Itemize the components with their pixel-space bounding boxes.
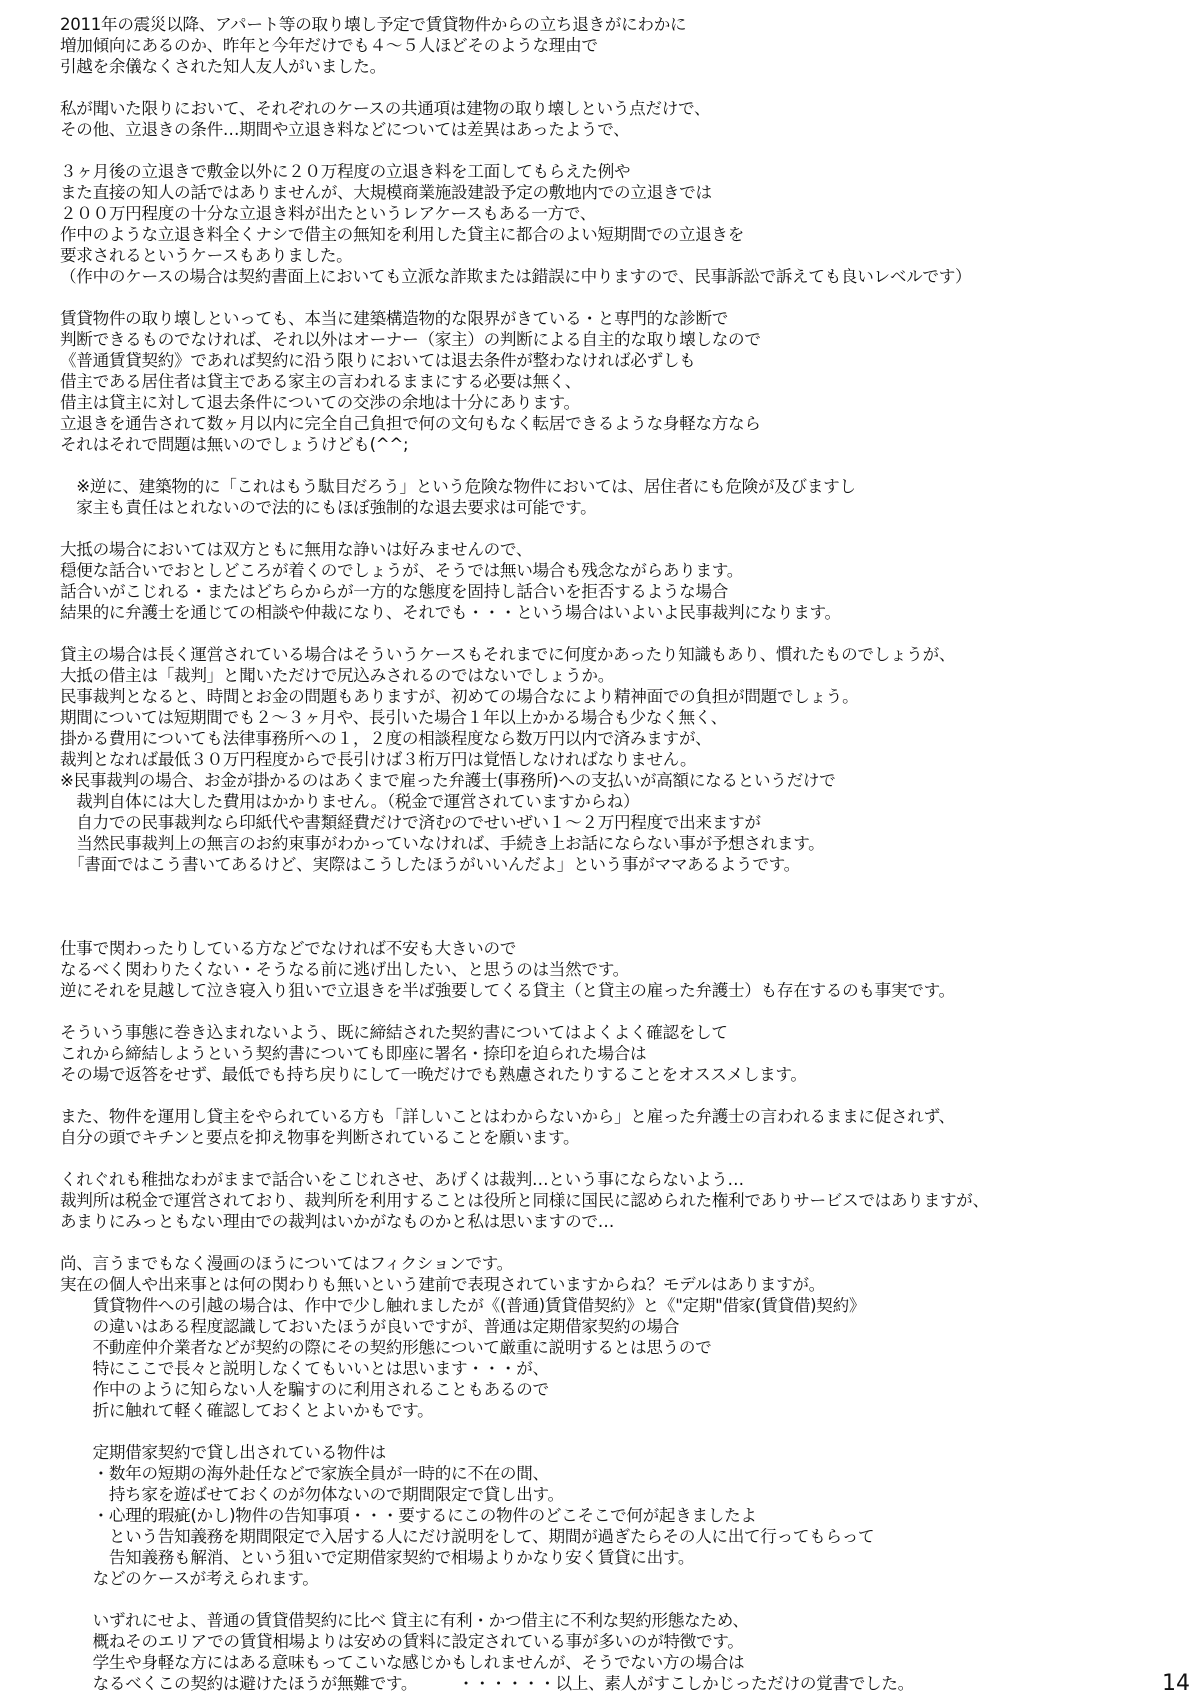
text-line: いずれにせよ、普通の賃貸借契約に比べ 貸主に有利・かつ借主に不利な契約形態なため、 xyxy=(60,1611,749,1630)
text-line: くれぐれも稚拙なわがままで話合いをこじれさせ、あげくは裁判…という事にならないよう… xyxy=(60,1170,744,1189)
text-line: 掛かる費用についても法律事務所への１，２度の相談程度なら数万円以内で済みますが、 xyxy=(60,729,712,748)
text-line: という告知義務を期間限定で入居する人にだけ説明をして、期間が過ぎたらその人に出て行ってもらって xyxy=(60,1527,875,1546)
text-line: 「書面ではこう書いてあるけど、実際はこうしたほうがいいんだよ」という事がママあるようです。 xyxy=(60,855,800,874)
text-line: また直接の知人の話ではありませんが、大規模商業施設建設予定の敷地内での立退きでは xyxy=(60,183,712,202)
text-line: の違いはある程度認識しておいたほうが良いですが、普通は定期借家契約の場合 xyxy=(60,1317,680,1336)
text-line: なるべくこの契約は避けたほうが無難です。 ・・・・・・以上、素人がすこしかじっただけの覚書でした。 xyxy=(60,1674,914,1693)
text-line: あまりにみっともない理由での裁判はいかがなものかと私は思いますので… xyxy=(60,1212,614,1231)
blank-line xyxy=(60,917,1140,938)
text-line: そういう事態に巻き込まれないよう、既に締結された契約書についてはよくよく確認をして xyxy=(60,1023,728,1042)
text-line: 借主である居住者は貸主である家主の言われるままにする必要は無く、 xyxy=(60,372,582,391)
text-line: ※民事裁判の場合、お金が掛かるのはあくまで雇った弁護士(事務所)への支払いが高額になるというだけで xyxy=(60,771,836,790)
text-line: 期間については短期間でも２～３ヶ月や、長引いた場合１年以上かかる場合も少なく無く、 xyxy=(60,708,728,727)
text-line: 裁判となれば最低３０万円程度からで長引けば３桁万円は覚悟しなければなりません。 xyxy=(60,750,697,769)
blank-line xyxy=(60,455,1140,476)
text-line: 判断できるものでなければ、それ以外はオーナー（家主）の判断による自主的な取り壊しなので xyxy=(60,330,761,349)
text-line: 大抵の借主は「裁判」と聞いただけで尻込みされるのではないでしょうか。 xyxy=(60,666,614,685)
text-line: 定期借家契約で貸し出されている物件は xyxy=(60,1443,386,1462)
text-line: 2011年の震災以降、アパート等の取り壊し予定で賃貸物件からの立ち退きがにわかに xyxy=(60,15,687,34)
text-line: 不動産仲介業者などが契約の際にその契約形態について厳重に説明するとは思うので xyxy=(60,1338,712,1357)
text-line: ※逆に、建築物的に「これはもう駄目だろう」という危険な物件においては、居住者にも危険が及びますし xyxy=(60,477,856,496)
text-line: 逆にそれを見越して泣き寝入り狙いで立退きを半ば強要してくる貸主（と貸主の雇った弁護士）も存在するのも事実です。 xyxy=(60,981,955,1000)
text-line: 賃貸物件への引越の場合は、作中で少し触れましたが《(普通)賃貸借契約》と《"定期"借家(賃貸借)契約》 xyxy=(60,1296,866,1315)
body-text xyxy=(60,14,1140,1694)
text-line: 増加傾向にあるのか、昨年と今年だけでも４～５人ほどそのような理由で xyxy=(60,36,598,55)
text-line: 自分の頭でキチンと要点を抑え物事を判断されていることを願います。 xyxy=(60,1128,580,1147)
text-line: 結果的に弁護士を通じての相談や仲裁になり、それでも・・・という場合はいよいよ民事裁判になります。 xyxy=(60,603,841,622)
text-line: 学生や身軽な方にはある意味もってこいな感じかもしれませんが、そうでない方の場合は xyxy=(60,1653,745,1672)
text-line: 折に触れて軽く確認しておくとよいかもです。 xyxy=(60,1401,434,1420)
text-line: 自力での民事裁判なら印紙代や書類経費だけで済むのでせいぜい１～２万円程度で出来ますが xyxy=(60,813,761,832)
text-line: （作中のケースの場合は契約書面上においても立派な詐欺または錯誤に中りますので、民事訴訟で訴えても良いレベルです） xyxy=(60,267,972,286)
text-line: 作中のような立退き料全くナシで借主の無知を利用した貸主に都合のよい短期間での立退きを xyxy=(60,225,745,244)
text-line: その場で返答をせず、最低でも持ち戻りにして一晩だけでも熟慮されたりすることをオススメします。 xyxy=(60,1065,807,1084)
text-line: 告知義務も解消、という狙いで定期借家契約で相場よりかなり安く賃貸に出す。 xyxy=(60,1548,695,1567)
blank-line xyxy=(60,623,1140,644)
text-line: 裁判自体には大した費用はかかりません。（税金で運営されていますからね） xyxy=(60,792,640,811)
text-line: ・心理的瑕疵(かし)物件の告知事項・・・要するにこの物件のどこそこで何が起きましたよ xyxy=(60,1506,757,1525)
text-line: 要求されるというケースもありました。 xyxy=(60,246,353,265)
text-line: 立退きを通告されて数ヶ月以内に完全自己負担で何の文句もなく転居できるような身軽な方なら xyxy=(60,414,761,433)
page-number: 14 xyxy=(1162,1671,1190,1696)
text-line: 作中のように知らない人を騙すのに利用されることもあるので xyxy=(60,1380,549,1399)
text-line: 特にここで長々と説明しなくてもいいとは思います・・・が、 xyxy=(60,1359,549,1378)
text-line: 話合いがこじれる・またはどちらからが一方的な態度を固持し話合いを拒否するような場合 xyxy=(60,582,729,601)
text-line: 当然民事裁判上の無言のお約束事がわかっていなければ、手続き上お話にならない事が予想されます。 xyxy=(60,834,825,853)
blank-line xyxy=(60,1589,1140,1610)
text-line: また、物件を運用し貸主をやられている方も「詳しいことはわからないから」と雇った弁護士の言われるままに促されず、 xyxy=(60,1107,955,1126)
blank-line xyxy=(60,518,1140,539)
blank-line xyxy=(60,875,1140,896)
text-line: 引越を余儀なくされた知人友人がいました。 xyxy=(60,57,386,76)
text-line: 借主は貸主に対して退去条件についての交渉の余地は十分にあります。 xyxy=(60,393,580,412)
text-line: ２００万円程度の十分な立退き料が出たというレアケースもある一方で、 xyxy=(60,204,597,223)
text-line: 貸主の場合は長く運営されている場合はそういうケースもそれまでに何度かあったり知識もあり、慣れたものでしょうが、 xyxy=(60,645,956,664)
text-line: それはそれで問題は無いのでしょうけども(^^; xyxy=(60,435,409,454)
text-line: 概ねそのエリアでの賃貸相場よりは安めの賃料に設定されている事が多いのが特徴です。 xyxy=(60,1632,744,1651)
text-line: 賃貸物件の取り壊しといっても、本当に建築構造物的な限界がきている・と専門的な診断で xyxy=(60,309,729,328)
text-line: ３ヶ月後の立退きで敷金以外に２０万程度の立退き料を工面してもらえた例や xyxy=(60,162,631,181)
text-line: 民事裁判となると、時間とお金の問題もありますが、初めての場合なにより精神面での負担が問題でしょう。 xyxy=(60,687,859,706)
blank-line xyxy=(60,1085,1140,1106)
blank-line xyxy=(60,1001,1140,1022)
text-line: 持ち家を遊ばせておくのが勿体ないので期間限定で貸し出す。 xyxy=(60,1485,564,1504)
text-line: 大抵の場合においては双方ともに無用な諍いは好みませんので、 xyxy=(60,540,533,559)
text-line: 仕事で関わったりしている方などでなければ不安も大きいので xyxy=(60,939,517,958)
text-line: なるべく関わりたくない・そうなる前に逃げ出したい、と思うのは当然です。 xyxy=(60,960,629,979)
text-line: 裁判所は税金で運営されており、裁判所を利用することは役所と同様に国民に認められた権利でありサービスではありますが、 xyxy=(60,1191,989,1210)
text-line: その他、立退きの条件…期間や立退き料などについては差異はあったようで、 xyxy=(60,120,630,139)
text-line: 《普通賃貸契約》であれば契約に沿う限りにおいては退去条件が整わなければ必ずしも xyxy=(60,351,696,370)
text-line: 穏便な話合いでおとしどころが着くのでしょうが、そうでは無い場合も残念ながらあります。 xyxy=(60,561,744,580)
text-line: 実在の個人や出来事とは何の関わりも無いという建前で表現されていますからね？モデルはありますが。 xyxy=(60,1275,825,1294)
text-line: などのケースが考えられます。 xyxy=(60,1569,319,1588)
blank-line xyxy=(60,287,1140,308)
text-line: 家主も責任はとれないので法的にもほぼ強制的な退去要求は可能です。 xyxy=(60,498,597,517)
blank-line xyxy=(60,1421,1140,1442)
blank-line xyxy=(60,1148,1140,1169)
text-line: 尚、言うまでもなく漫画のほうについてはフィクションです。 xyxy=(60,1254,513,1273)
text-line: 私が聞いた限りにおいて、それぞれのケースの共通項は建物の取り壊しという点だけで、 xyxy=(60,99,711,118)
text-line: ・数年の短期の海外赴任などで家族全員が一時的に不在の間、 xyxy=(60,1464,549,1483)
blank-line xyxy=(60,896,1140,917)
blank-line xyxy=(60,140,1140,161)
text-line: これから締結しようという契約書についても即座に署名・捺印を迫られた場合は xyxy=(60,1044,647,1063)
blank-line xyxy=(60,77,1140,98)
blank-line xyxy=(60,1232,1140,1253)
